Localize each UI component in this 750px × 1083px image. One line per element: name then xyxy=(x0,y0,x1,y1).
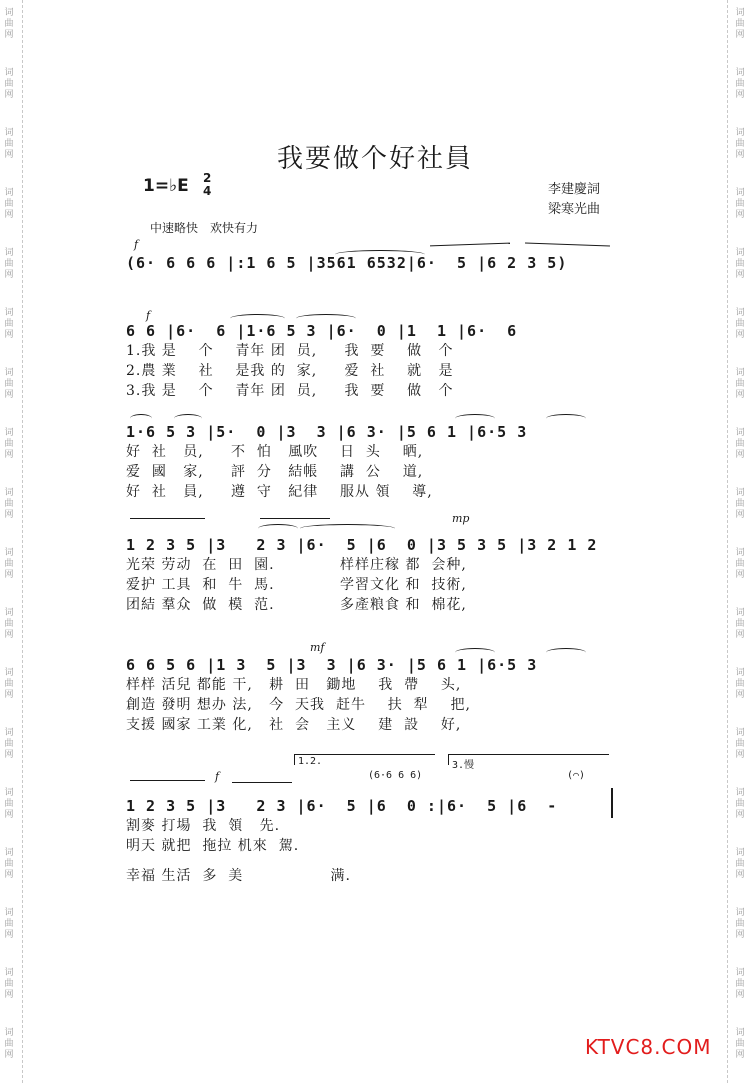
slur-mark xyxy=(455,414,495,423)
system-4 xyxy=(126,536,618,614)
third-ending-label: 3.慢 xyxy=(452,760,475,771)
slur-mark xyxy=(174,414,202,423)
lyricist-credit: 李建慶詞 xyxy=(548,182,601,197)
key-signature: 1=♭E xyxy=(143,176,189,196)
lyric-verse-3: 团結 羣众 做 模 范. 多產粮食 和 棉花, xyxy=(126,597,467,613)
watermark-text: 词 曲 网 xyxy=(4,8,14,40)
watermark-text: 词 曲 网 xyxy=(735,728,745,760)
dynamic-mf: mf xyxy=(310,641,325,654)
watermark-text: 词 曲 网 xyxy=(4,1028,14,1060)
ending-grace-notes: (6·6 6 6) xyxy=(368,770,423,781)
crescendo-hairpin xyxy=(232,782,292,783)
lyric-verse-2: 明天 就把 拖拉 机來 駕. xyxy=(126,838,300,854)
slur-mark xyxy=(258,524,298,533)
watermark-text: 词 曲 网 xyxy=(735,68,745,100)
watermark-text: 词 曲 网 xyxy=(4,788,14,820)
notation-row: 6 6 |6· 6 |1·6 5 3 |6· 0 |1 1 |6· 6 xyxy=(126,322,518,340)
decrescendo-hairpin xyxy=(130,518,205,519)
lyric-verse-2: 創造 發明 想办 法, 今 天我 赶牛 扶 犁 把, xyxy=(126,697,471,713)
site-logo: KTVC8.COM xyxy=(585,1035,712,1059)
watermark-text: 词 曲 网 xyxy=(4,608,14,640)
watermark-text: 词 曲 网 xyxy=(735,488,745,520)
lyric-verse-1: 光荣 劳动 在 田 園. 样样庄稼 都 会种, xyxy=(126,557,467,573)
notation-row: 1 2 3 5 |3 2 3 |6· 5 |6 0 |3 5 3 5 |3 2 1 2 xyxy=(126,536,598,554)
watermark-text: 词 曲 网 xyxy=(735,788,745,820)
lyric-verse-1: 割麥 打場 我 領 先. xyxy=(126,818,281,834)
watermark-text: 词 曲 网 xyxy=(4,188,14,220)
meter-bottom: 4 xyxy=(203,184,212,198)
watermark-text: 词 曲 网 xyxy=(735,8,745,40)
lyric-verse-3: 3.我 是 个 青年 团 员, 我 要 做 个 xyxy=(126,383,454,399)
watermark-text: 词 曲 网 xyxy=(735,248,745,280)
meter-top: 2 xyxy=(203,171,212,185)
decrescendo-hairpin xyxy=(525,243,610,247)
watermark-text: 词 曲 网 xyxy=(4,548,14,580)
watermark-text: 词 曲 网 xyxy=(735,308,745,340)
lyric-verse-1: 样样 活兒 都能 干, 耕 田 鋤地 我 帶 头, xyxy=(126,677,462,693)
lyric-verse-1: 好 社 员, 不 怕 風吹 日 头 晒, xyxy=(126,444,424,460)
song-title: 我要做个好社員 xyxy=(276,144,473,174)
system-5 xyxy=(126,656,618,734)
system-2 xyxy=(126,322,618,400)
dynamic-mp: mp xyxy=(452,512,470,525)
system-6 xyxy=(126,797,618,885)
watermark-text: 词 曲 网 xyxy=(4,308,14,340)
lyric-verse-3: 幸福 生活 多 美 满. xyxy=(126,868,351,884)
dynamic-f-ending: f xyxy=(215,770,220,783)
fermata-mark: (⌒) xyxy=(567,770,586,781)
watermark-text: 词 曲 网 xyxy=(735,368,745,400)
watermark-text: 词 曲 网 xyxy=(4,68,14,100)
slur-mark xyxy=(300,524,395,533)
watermark-text: 词 曲 网 xyxy=(4,728,14,760)
watermark-text: 词 曲 网 xyxy=(735,668,745,700)
watermark-text: 词 曲 网 xyxy=(4,368,14,400)
watermark-text: 词 曲 网 xyxy=(735,968,745,1000)
watermark-text: 词 曲 网 xyxy=(735,908,745,940)
watermark-text: 词 曲 网 xyxy=(735,608,745,640)
crescendo-hairpin xyxy=(260,518,330,519)
notation-row: 6 6 5 6 |1 3 5 |3 3 |6 3· |5 6 1 |6·5 3 xyxy=(126,656,538,674)
watermark-text: 词 曲 网 xyxy=(4,668,14,700)
lyric-verse-3: 支援 國家 工業 化, 社 会 主义 建 設 好, xyxy=(126,717,462,733)
system-3 xyxy=(126,423,618,501)
system-1 xyxy=(126,254,618,272)
slur-mark xyxy=(546,414,586,423)
watermark-text: 词 曲 网 xyxy=(4,488,14,520)
watermark-text: 词 曲 网 xyxy=(4,128,14,160)
lyric-verse-2: 爱护 工具 和 牛 馬. 学習文化 和 技術, xyxy=(126,577,467,593)
watermark-text: 词 曲 网 xyxy=(735,848,745,880)
watermark-text: 词 曲 网 xyxy=(735,128,745,160)
tempo-marking: 中速略快 欢快有力 xyxy=(150,221,259,235)
decrescendo-hairpin xyxy=(130,780,205,781)
watermark-text: 词 曲 网 xyxy=(4,248,14,280)
watermark-text: 词 曲 网 xyxy=(4,428,14,460)
final-barline xyxy=(611,788,613,818)
watermark-text: 词 曲 网 xyxy=(4,968,14,1000)
watermark-text: 词 曲 网 xyxy=(735,188,745,220)
dynamic-f-intro: f xyxy=(134,238,139,251)
watermark-text: 词 曲 网 xyxy=(735,548,745,580)
lyric-verse-3: 好 社 員, 遵 守 紀律 服从 領 導, xyxy=(126,484,433,500)
time-signature xyxy=(203,172,211,198)
watermark-text: 词 曲 网 xyxy=(735,428,745,460)
watermark-text: 词 曲 网 xyxy=(735,1028,745,1060)
slur-mark xyxy=(130,414,152,423)
watermark-text: 词 曲 网 xyxy=(4,848,14,880)
notation-row: 1 2 3 5 |3 2 3 |6· 5 |6 0 :|6· 5 |6 - xyxy=(126,797,558,815)
crescendo-hairpin xyxy=(430,243,510,247)
lyric-verse-2: 2.農 業 社 是我 的 家, 爱 社 就 是 xyxy=(126,363,454,379)
dynamic-f: f xyxy=(146,309,151,322)
watermark-text: 词 曲 网 xyxy=(4,908,14,940)
composer-credit: 梁寒光曲 xyxy=(548,202,601,217)
lyric-verse-1: 1.我 是 个 青年 团 员, 我 要 做 个 xyxy=(126,343,454,359)
notation-row: (6· 6 6 6 |:1 6 5 |3561 6532|6· 5 |6 2 3 5) xyxy=(126,254,568,272)
first-ending-label: 1.2. xyxy=(298,756,323,767)
lyric-verse-2: 爱 國 家, 評 分 結帳 講 公 道, xyxy=(126,464,424,480)
notation-row: 1·6 5 3 |5· 0 |3 3 |6 3· |5 6 1 |6·5 3 xyxy=(126,423,528,441)
